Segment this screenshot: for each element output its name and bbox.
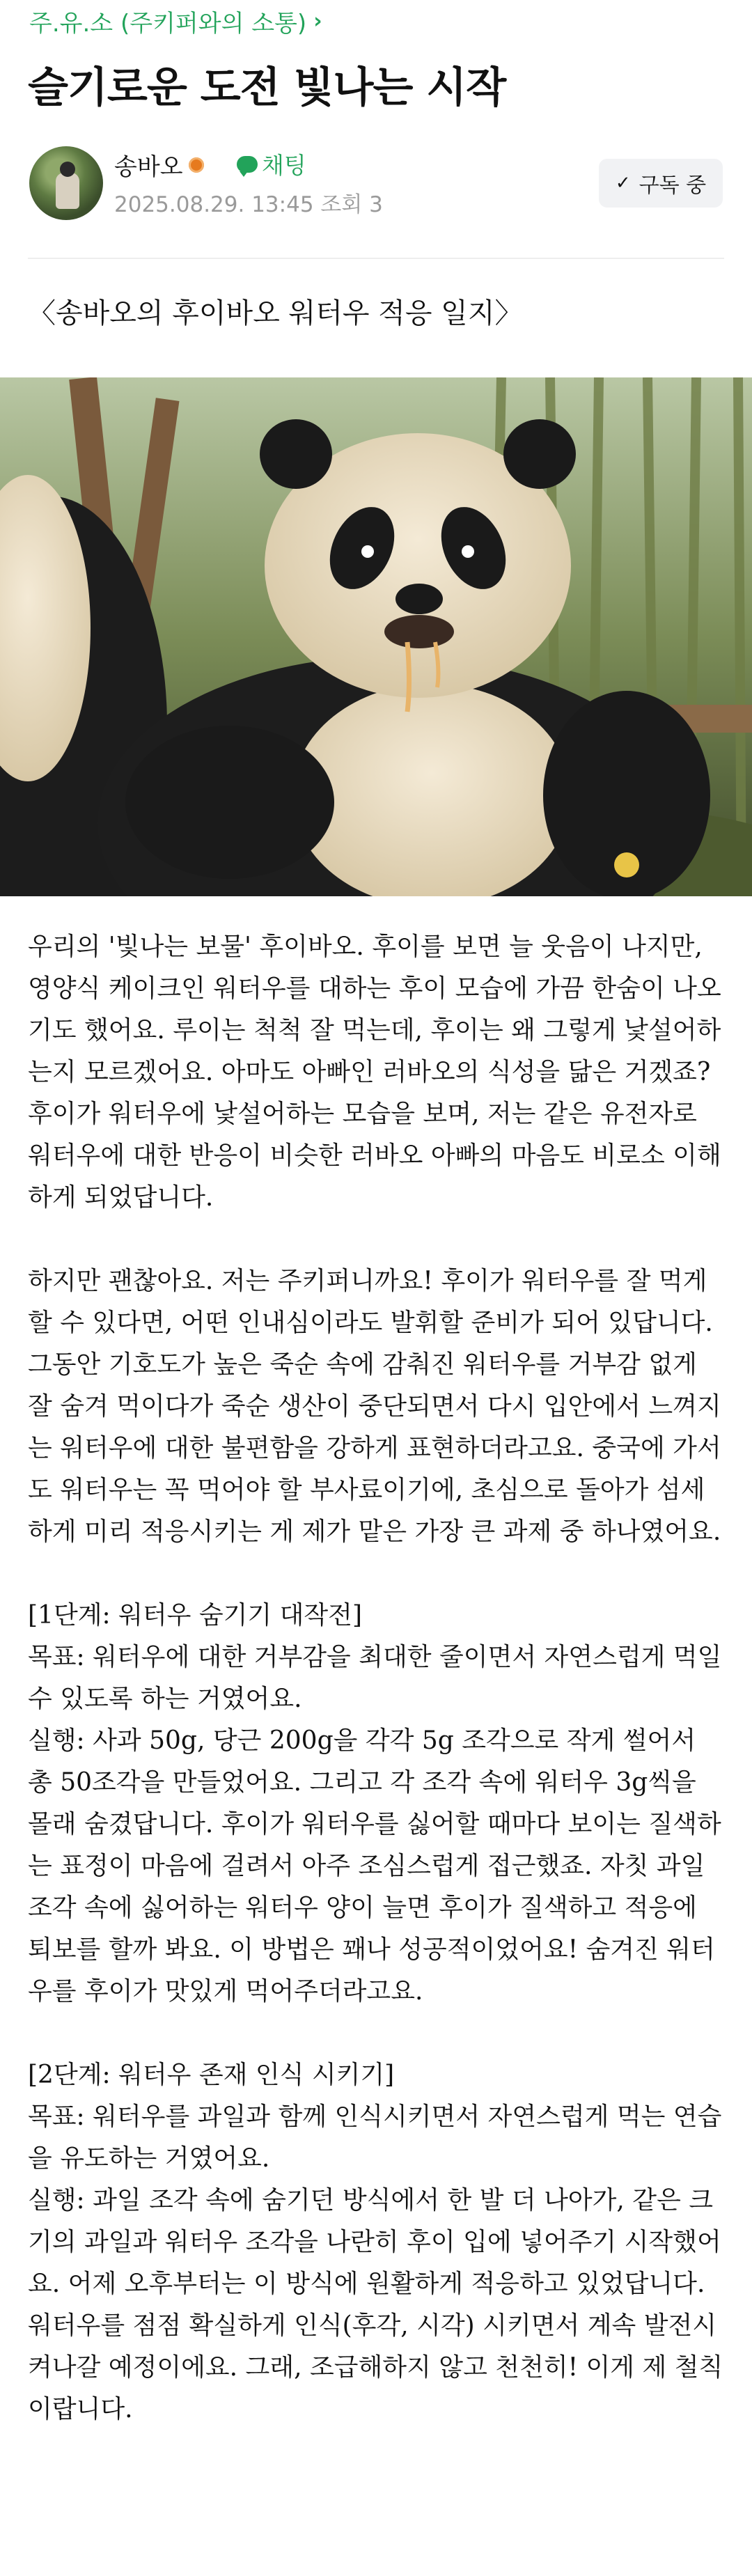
board-link[interactable] [29,4,322,38]
post-heading: 〈송바오의 후이바오 워터우 적응 일지〉 [28,297,523,329]
step-2-action: 실행: 과일 조각 속에 숨기던 방식에서 한 발 더 나아가, 같은 크기의 과일과 워터우 조각을 나란히 후이 입에 넣어주기 시작했어요. 어제 오후부터는 이 방식에 원활하게 적응하고 있었답니다. 워터우를 점점 확실하게 인식(후각, 시각) 시키면서 계속 발전시켜나갈 예정이에요. 그래, 조급해하지 않고 천천히! 이게 제 철칙이랍니다. [28,2186,723,2423]
post-date: 2025.08.29. 13:45 [114,192,314,217]
subscribe-button[interactable] [599,159,723,208]
author-name: 송바오 [114,153,183,181]
avatar-head [60,162,75,177]
check-icon: ✓ [615,173,631,194]
step-1-title: [1단계: 워터우 숨기기 대작전] [28,1601,362,1630]
header-divider [28,258,724,259]
paragraph-2: 하지만 괜찮아요. 저는 주키퍼니까요! 후이가 워터우를 잘 먹게 할 수 있다면, 어떤 인내심이라도 발휘할 준비가 되어 있답니다. 그동안 기호도가 높은 죽순 속에 감춰진 워터우를 거부감 없게 잘 숨겨 먹이다가 죽순 생산이 중단되면서 다시 입안에서 느껴지는 워터우에 대한 불편함을 강하게 표현하더라고요. 중국에 가서도 워터우는 꼭 먹어야 할 부사료이기에, 초심으로 돌아가 섬세하게 미리 적응시키는 게 제가 맡은 가장 큰 과제 중 하나였어요. [28,1267,721,1546]
avatar[interactable] [29,146,103,220]
step-1-action: 실행: 사과 50g, 당근 200g을 각각 5g 조각으로 작게 썰어서 총 50조각을 만들었어요. 그리고 각 조각 속에 워터우 3g씩을 몰래 숨겼답니다. 후이가 워터우를 싫어할 때마다 보이는 질색하는 표정이 마음에 걸려서 아주 조심스럽게 접근했죠. 자칫 과일 조각 속에 싫어하는 워터우 양이 늘면 후이가 질색하고 적응에 퇴보를 할까 봐요. 이 방법은 꽤나 성공적이었어요! 숨겨진 워터우를 후이가 맛있게 먹어주더라고요. [28,1726,721,2006]
subscribe-label: 구독 중 [639,173,707,198]
author-name-link[interactable] [114,148,204,182]
chevron-right-icon: › [313,9,322,33]
chat-button[interactable] [237,148,306,180]
post-meta [114,187,383,218]
step-1-goal: 목표: 워터우에 대한 거부감을 최대한 줄이면서 자연스럽게 먹일 수 있도록 하는 거였어요. [28,1643,722,1713]
chat-label: 채팅 [262,152,306,179]
step-1-section [28,1595,724,2013]
post-title: 슬기로운 도전 빛나는 시작 [28,63,506,112]
step-2-section [28,2054,724,2430]
avatar-figure [56,173,79,209]
post-views: 조회 3 [320,192,383,217]
paragraph-1: 우리의 '빛나는 보물' 후이바오. 후이를 보면 늘 웃음이 나지만, 영양식 케이크인 워터우를 대하는 후이 모습에 가끔 한숨이 나오기도 했어요. 루이는 척척 잘 먹는데, 후이는 왜 그렇게 낯설어하는지 모르겠어요. 아마도 아빠인 러바오의 식성을 닮은 거겠죠? 후이가 워터우에 낯설어하는 모습을 보며, 저는 같은 유전자로 워터우에 대한 반응이 비슷한 러바오 아빠의 마음도 비로소 이해하게 되었답니다. [28,932,721,1212]
panda-photo[interactable] [0,377,752,896]
step-2-title: [2단계: 워터우 존재 인식 시키기] [28,2061,395,2089]
board-name: 주.유.소 (주키퍼와의 소통) [29,10,307,38]
panda-illustration [0,377,752,896]
step-2-goal: 목표: 워터우를 과일과 함께 인식시키면서 자연스럽게 먹는 연습을 유도하는 거였어요. [28,2102,722,2173]
rank-badge-icon [189,157,204,173]
chat-bubble-icon [237,156,258,173]
post-body [28,926,724,2472]
